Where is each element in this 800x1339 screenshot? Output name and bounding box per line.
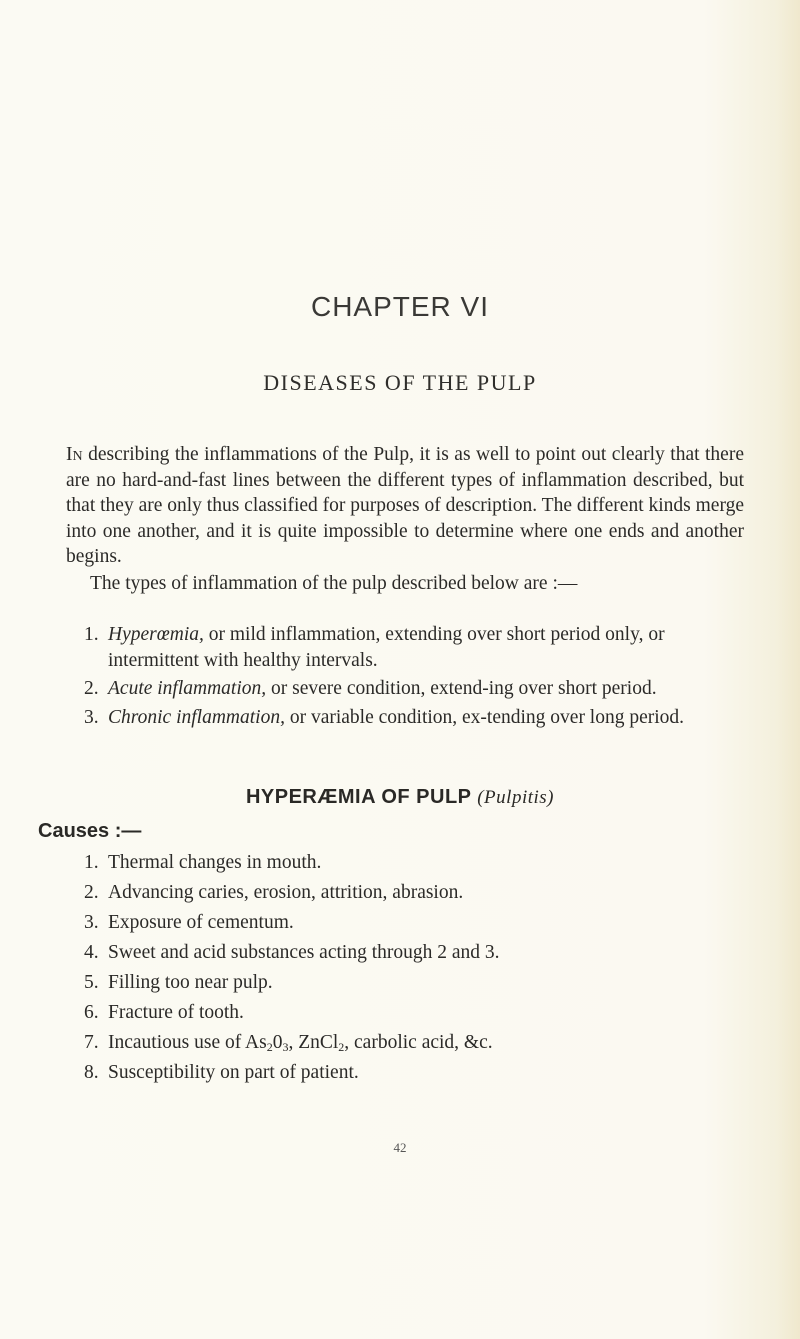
- cause-text-part: , carbolic acid, &c.: [344, 1032, 493, 1053]
- causes-list: [66, 848, 746, 1088]
- intro-paragraph: [66, 442, 744, 570]
- type-description: or variable condition, ex-tending over long period.: [284, 706, 685, 728]
- intro-text: describing the inflammations of the Pulp, it is as well to point out clearly that there are no hard-and-fast lines between the different types of inflammation described, but that they are only thus classified for purposes of description. The different kinds merge into one another, and it is quite impossible to determine where one ends and another begins.: [66, 444, 744, 567]
- list-number: 1.: [84, 852, 99, 873]
- cause-text-part: , ZnCl: [288, 1032, 339, 1053]
- list-item: [66, 676, 746, 702]
- list-number: 1.: [84, 624, 99, 645]
- chapter-heading: CHAPTER VI: [310, 291, 490, 322]
- type-description: or severe condition, extend-ing over short period.: [266, 678, 657, 699]
- causes-label: Causes :—: [38, 820, 142, 842]
- list-number: 2.: [84, 882, 99, 903]
- list-number: 3.: [84, 912, 99, 933]
- list-number: 8.: [84, 1062, 99, 1083]
- list-item: [66, 878, 746, 908]
- list-item: [66, 968, 746, 998]
- section-heading-main: HYPERÆMIA OF PULP: [245, 786, 472, 808]
- inflammation-types-list: [66, 622, 746, 733]
- type-term: Chronic inflammation,: [108, 706, 285, 728]
- list-number: 7.: [84, 1032, 99, 1053]
- page-number: 42: [393, 1140, 407, 1155]
- list-item: [66, 705, 746, 731]
- subscript: 2: [338, 1040, 345, 1054]
- list-number: 3.: [84, 706, 99, 728]
- subscript: 3: [282, 1040, 289, 1054]
- cause-text: Susceptibility on part of patient.: [108, 1062, 359, 1083]
- list-number: 5.: [84, 972, 99, 993]
- cause-text: Exposure of cementum.: [108, 912, 294, 933]
- cause-text: [108, 1032, 493, 1053]
- list-number: 6.: [84, 1002, 99, 1023]
- list-item: [66, 938, 746, 968]
- section-heading: [0, 786, 800, 809]
- section-heading-paren: (Pulpitis): [477, 787, 555, 808]
- intro-lead-word: In: [66, 444, 83, 465]
- list-item: [66, 848, 746, 878]
- list-item: [66, 1058, 746, 1088]
- chapter-title: DISEASES OF THE PULP: [263, 370, 537, 395]
- list-item: [66, 622, 746, 673]
- list-number: 2.: [84, 678, 99, 699]
- type-description: or mild inflammation, extending over short period only, or intermittent with healthy intervals.: [108, 624, 665, 671]
- list-item: [66, 908, 746, 938]
- cause-text-part: 0: [272, 1032, 283, 1053]
- cause-text: Advancing caries, erosion, attrition, abrasion.: [108, 882, 464, 903]
- cause-text: Fracture of tooth.: [108, 1002, 244, 1023]
- types-intro-paragraph: The types of inflammation of the pulp described below are :—: [90, 573, 578, 594]
- cause-text-part: Incautious use of As: [108, 1032, 267, 1053]
- subscript: 2: [266, 1040, 273, 1054]
- list-number: 4.: [84, 942, 99, 963]
- cause-text: Sweet and acid substances acting through 2 and 3.: [108, 942, 500, 963]
- cause-text: Filling too near pulp.: [108, 972, 273, 993]
- list-item: [66, 998, 746, 1028]
- type-term: Hyperœmia,: [108, 624, 204, 645]
- type-term: Acute inflammation,: [108, 678, 267, 699]
- list-item: [66, 1028, 746, 1058]
- cause-text: Thermal changes in mouth.: [108, 852, 322, 873]
